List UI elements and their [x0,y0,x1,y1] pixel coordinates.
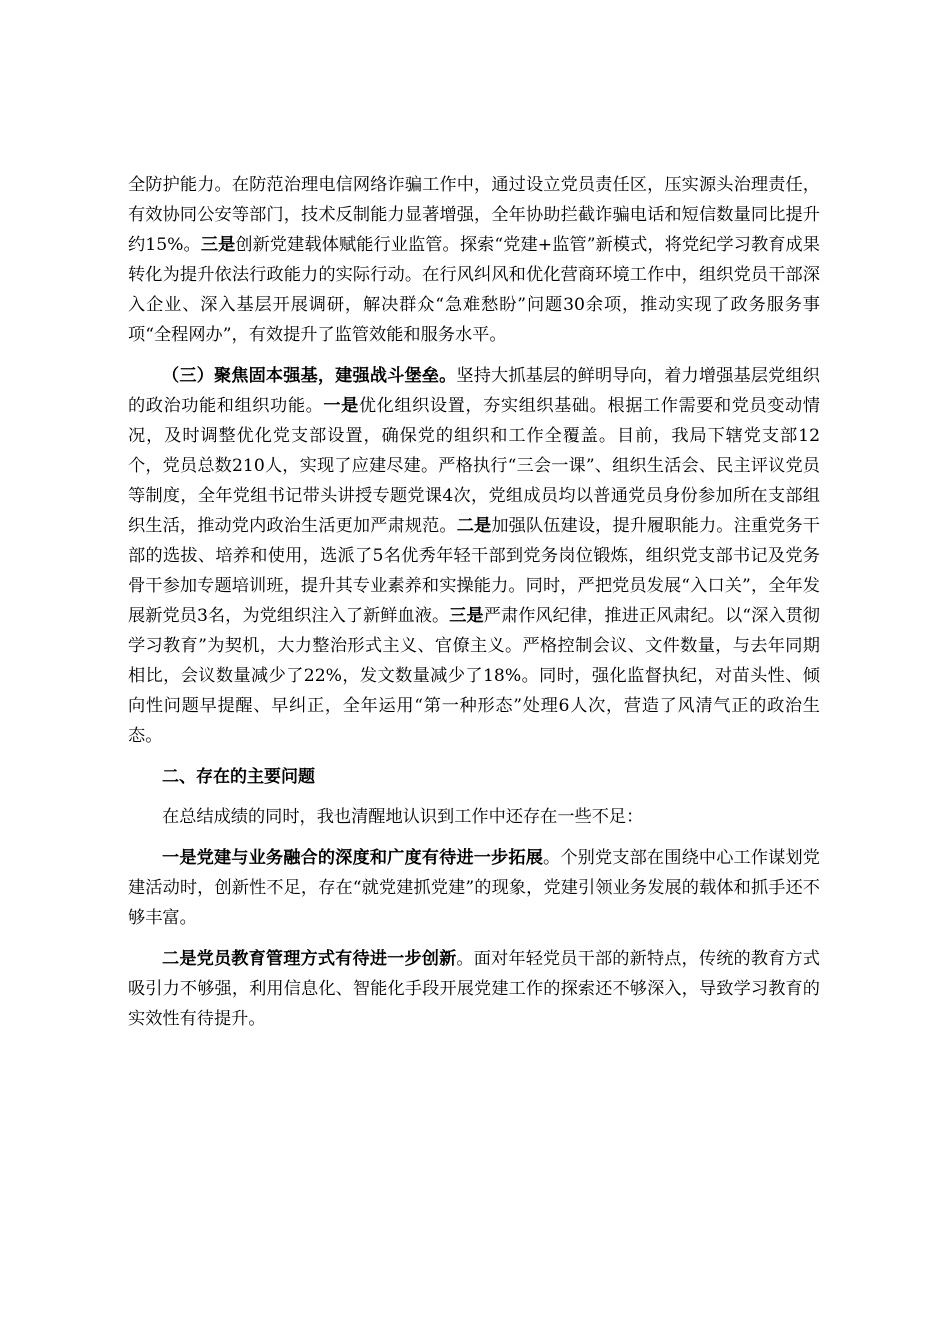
section-heading-problems: 二、存在的主要问题 [162,767,315,787]
document-page [128,170,820,1045]
paragraph-continuation [128,170,820,350]
paragraph-text: 严肃作风纪律，推进正风肃纪。以“深入贯彻学习教育”为契机，大力整治形式主义、官僚主义。严格控制会议、文件数量，与去年同期相比，会议数量减少了22%，发文数量减少了18%。同时，强化监督执纪，对苗头性、倾向性问题早提醒、早纠正，全年运用“第一种形态”处理6人次，营造了风清气正的政治生态。 [128,606,820,746]
bold-lead-in: 一是党建与业务融合的深度和广度有待进一步拓展 [162,848,544,868]
paragraph-problem-two [128,944,820,1034]
bold-lead-in: 二是党员教育管理方式有待进一步创新 [162,949,457,969]
paragraph-text: 全防护能力。在防范治理电信网络诈骗工作中，通过设立党员责任区，压实源头治理责任，有效协同公安等部门，技术反制能力显著增强，全年协助拦截诈骗电话和短信数量同比提升约15%。 [128,175,820,255]
paragraph-section-three [128,361,820,751]
paragraph-text: 加强队伍建设，提升履职能力。注重党务干部的选拔、培养和使用，选派了5名优秀年轻干部到党务岗位锻炼，组织党支部书记及党务骨干参加专题培训班，提升其专业素养和实操能力。同时，严把党员发展“入口关”，全年发展新党员3名，为党组织注入了新鲜血液。 [128,516,820,626]
paragraph-text: 优化组织设置，夯实组织基础。根据工作需要和党员变动情况，及时调整优化党支部设置，确保党的组织和工作全覆盖。目前，我局下辖党支部12个，党员总数210人，实现了应建尽建。严格执行“三会一课”、组织生活会、民主评议党员等制度，全年党组书记带头讲授专题党课4次，党组成员均以普通党员身份参加所在支部组织生活，推动党内政治生活更加严肃规范。 [128,396,820,536]
bold-lead-in: 三是 [449,606,484,626]
bold-lead-in: 二是 [456,516,492,536]
bold-lead-in: 三是 [200,235,236,255]
paragraph-intro-problems: 在总结成绩的同时，我也清醒地认识到工作中还存在一些不足： [162,807,644,827]
paragraph-text: 。面对年轻党员干部的新特点，传统的教育方式吸引力不够强，利用信息化、智能化手段开展党建工作的探索还不够深入，导致学习教育的实效性有待提升。 [128,949,820,1029]
section-title: （三）聚焦固本强基，建强战斗堡垒。 [162,366,457,386]
paragraph-text: 。个别党支部在围绕中心工作谋划党建活动时，创新性不足，存在“就党建抓党建”的现象，党建引领业务发展的载体和抓手还不够丰富。 [128,848,820,928]
paragraph-text: 创新党建载体赋能行业监管。探索“党建+监管”新模式，将党纪学习教育成果转化为提升依法行政能力的实际行动。在行风纠风和优化营商环境工作中，组织党员干部深入企业、深入基层开展调研，解决群众“急难愁盼”问题30余项，推动实现了政务服务事项“全程网办”，有效提升了监管效能和服务水平。 [128,235,820,345]
paragraph-text: 坚持大抓基层的鲜明导向，着力增强基层党组织的政治功能和组织功能。 [128,366,820,416]
paragraph-problem-one [128,843,820,933]
bold-lead-in: 一是 [323,396,359,416]
